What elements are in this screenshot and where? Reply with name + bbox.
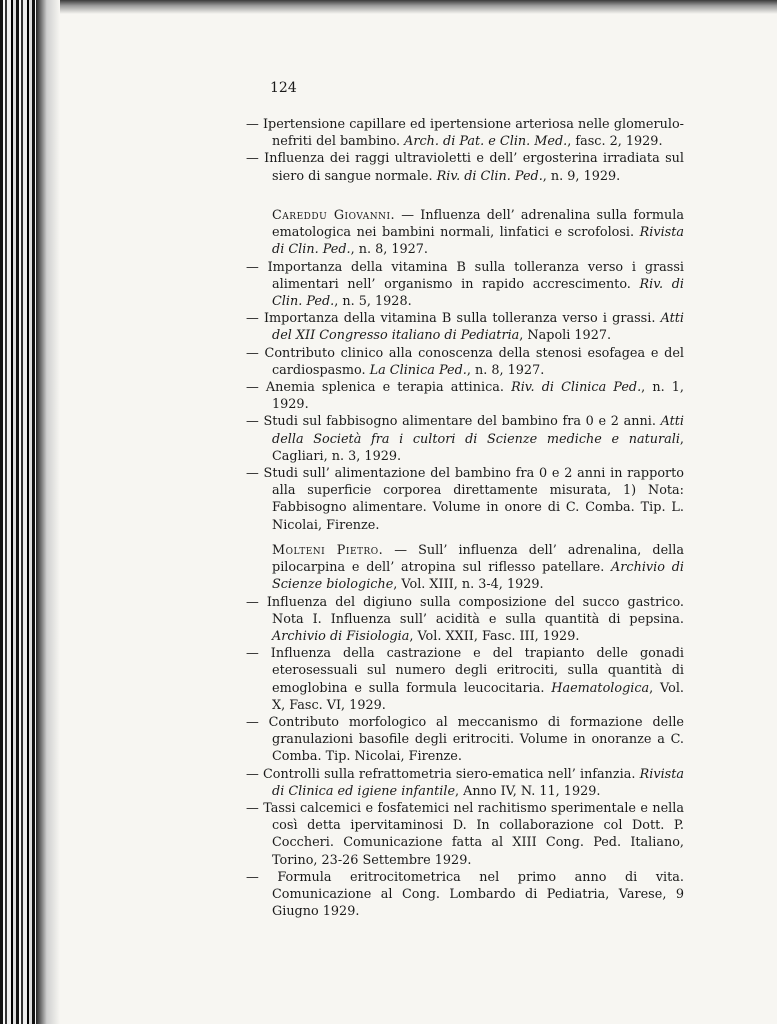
journal-title: Riv. di Clin. Ped. xyxy=(436,168,543,184)
entry-text: , fasc. 2, 1929. xyxy=(567,134,663,150)
entry-text: — Sull’ influenza dell’ adrenalina, della pilocarpina e dell’ atropina sul riflesso patellare. xyxy=(272,543,684,576)
entry-text: — Contributo clinico alla conoscenza della stenosi esofagea e del cardiospasmo. xyxy=(246,345,684,378)
entry-text: — Importanza della vitamina B sulla tolleranza verso i grassi. xyxy=(246,311,661,327)
entry-text: — Formula eritrocitometrica nel primo anno di vita. Comunicazione al Cong. Lombardo di Pediatria, Varese, 9 Giugno 1929. xyxy=(246,869,684,920)
entry-text: , n. 9, 1929. xyxy=(542,168,621,184)
bib-entry xyxy=(246,869,684,921)
journal-title: Rivista di Clin. Ped. xyxy=(272,225,684,258)
entry-text: — Influenza dell’ adrenalina sulla formula ematologica nei bambini normali, linfatici e scrofolosi. xyxy=(272,208,685,241)
bib-entry xyxy=(246,413,684,465)
bib-entry xyxy=(246,714,684,766)
section-1 xyxy=(246,116,684,185)
bib-entry xyxy=(246,594,684,646)
author-name: Molteni Pietro. xyxy=(272,543,384,558)
entry-text: , Vol. X, Fasc. VI, 1929. xyxy=(272,680,684,713)
journal-title: Rivista di Clinica ed igiene infantile xyxy=(272,766,684,799)
entry-text: , n. 8, 1927. xyxy=(350,242,429,258)
entry-text: — Studi sull’ alimentazione del bambino fra 0 e 2 anni in rapporto alla superficie corporea direttamente misurata, 1) Nota: Fabbisogno alimentare. Volume in onore di C. Comba. Tip. L. Nicolai, Firenze. xyxy=(246,466,684,533)
journal-title: Atti della Società fra i cultori di Scienze mediche e naturali xyxy=(272,414,684,447)
section-careddu xyxy=(246,207,684,534)
bib-entry xyxy=(246,259,684,311)
entry-text: , n. 8, 1927. xyxy=(466,362,545,378)
entry-text: , Napoli 1927. xyxy=(519,328,612,344)
bib-entry xyxy=(246,150,684,184)
page-top-edge xyxy=(60,0,777,14)
bib-entry xyxy=(246,207,684,259)
page-number: 124 xyxy=(270,80,297,96)
bib-entry xyxy=(246,766,684,800)
entry-text: — Influenza del digiuno sulla composizione del succo gastrico. Nota I. Influenza sull’ acidità e sulla quantità di pepsina. xyxy=(246,594,684,627)
bib-entry xyxy=(246,116,684,150)
journal-title: Haematologica xyxy=(551,680,650,696)
section-molteni xyxy=(246,542,684,920)
entry-text: — Tassi calcemici e fosfatemici nel rachitismo sperimentale e nella così detta ipervitaminosi D. In collaborazione col Dott. P. Coccheri. Comunicazione fatta al XIII Cong. Ped. Italiano, Torino, 23-26 Settembre 1929. xyxy=(246,801,684,868)
bib-entry xyxy=(246,310,684,344)
journal-title: Archivio di Scienze biologiche xyxy=(272,560,684,593)
journal-title: Arch. di Pat. e Clin. Med. xyxy=(404,134,568,150)
entry-text: , n. 5, 1928. xyxy=(334,294,412,310)
bib-entry xyxy=(246,465,684,534)
entry-text: — Ipertensione capillare ed ipertensione arteriosa nelle glomerulo-nefriti del bambino. xyxy=(246,117,684,150)
journal-title: Archivio di Fisiologia xyxy=(272,629,410,645)
entry-text: — Influenza della castrazione e del trapianto delle gonadi eterosessuali sul numero degli eritrociti, sulla quantità di emoglobina e sulla formula leucocitaria. xyxy=(246,646,684,696)
book-binding-edge xyxy=(0,0,60,1024)
entry-text: — Contributo morfologico al meccanismo di formazione delle granulazioni basofile degli eritrociti. Volume in onoranze a C. Comba. Tip. Nicolai, Firenze. xyxy=(246,715,684,765)
entry-text: , Vol. XXII, Fasc. III, 1929. xyxy=(409,629,580,645)
entry-text: , n. 1, 1929. xyxy=(272,380,684,413)
entry-text: , Cagliari, n. 3, 1929. xyxy=(272,431,684,464)
entry-text: — Controlli sulla refrattometria siero-ematica nell’ infanzia. xyxy=(246,766,640,782)
entry-text: — Studi sul fabbisogno alimentare del bambino fra 0 e 2 anni. xyxy=(246,414,661,430)
entry-text: , Vol. XIII, n. 3-4, 1929. xyxy=(393,577,544,593)
journal-title: La Clinica Ped. xyxy=(369,362,467,378)
entry-text: , Anno IV, N. 11, 1929. xyxy=(455,783,601,799)
bib-entry xyxy=(246,345,684,379)
entry-text: — Importanza della vitamina B sulla tolleranza verso i grassi alimentari nell’ organismo in rapido accrescimento. xyxy=(246,259,684,292)
entry-text: — Influenza dei raggi ultravioletti e dell’ ergosterina irradiata sul siero di sangue normale. xyxy=(246,151,684,184)
bib-entry xyxy=(246,645,684,714)
bib-entry xyxy=(246,800,684,869)
bib-entry xyxy=(246,379,684,413)
journal-title: Atti del XII Congresso italiano di Pediatria xyxy=(272,311,684,344)
bib-entry xyxy=(246,542,684,594)
entry-text: — Anemia splenica e terapia attinica. xyxy=(246,380,512,396)
author-name: Careddu Giovanni. xyxy=(272,208,396,223)
journal-title: Riv. di Clinica Ped. xyxy=(511,380,642,396)
journal-title: Riv. di Clin. Ped. xyxy=(272,276,684,310)
